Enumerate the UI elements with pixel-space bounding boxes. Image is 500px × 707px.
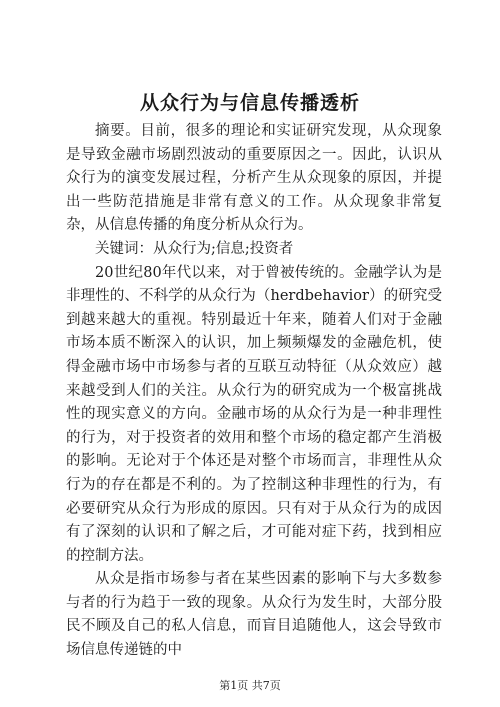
body-paragraph-1: 20世纪80年代以来，对于曾被传统的。金融学认为是非理性的、不科学的从众行为（herdbehavior）的研究受到越来越大的重视。特别最近十年来，随着人们对于金融市场本质不断深入的认识，加上频频爆发的金融危机，使得金融市场中市场参与者的互联互动特征（从众效应）越来越受到人们的关注。从众行为的研究成为一个极富挑战性的现实意义的方向。金融市场的从众行为是一种非理性的行为，对于投资者的效用和整个市场的稳定都产生消极的影响。无论对于个体还是对整个市场而言，非理性从众行为的存在都是不利的。为了控制这种非理性的行为，有必要研究从众行为形成的原因。只有对于从众行为的成因有了深刻的认识和了解之后，才可能对症下药，找到相应的控制方法。 (66, 264, 442, 564)
page-footer: 第1页 共7页 (219, 679, 281, 692)
document-body (66, 120, 442, 663)
document-title: 从众行为与信息传播透析 (139, 92, 360, 114)
abstract-paragraph: 摘要。目前，很多的理论和实证研究发现，从众现象是导致金融市场剧烈波动的重要原因之一。因此，认识从众行为的演变发展过程，分析产生从众现象的原因，并提出一些防范措施是非常有意义的工作。从众现象非常复杂，从信息传播的角度分析从众行为。 (66, 123, 442, 234)
body-paragraph-2: 从众是指市场参与者在某些因素的影响下与大多数参与者的行为趋于一致的现象。从众行为发生时，大部分股民不顾及自己的私人信息，而盲目追随他人，这会导致市场信息传递链的中 (66, 571, 442, 659)
keywords-paragraph: 关键词：从众行为;信息;投资者 (95, 240, 294, 257)
